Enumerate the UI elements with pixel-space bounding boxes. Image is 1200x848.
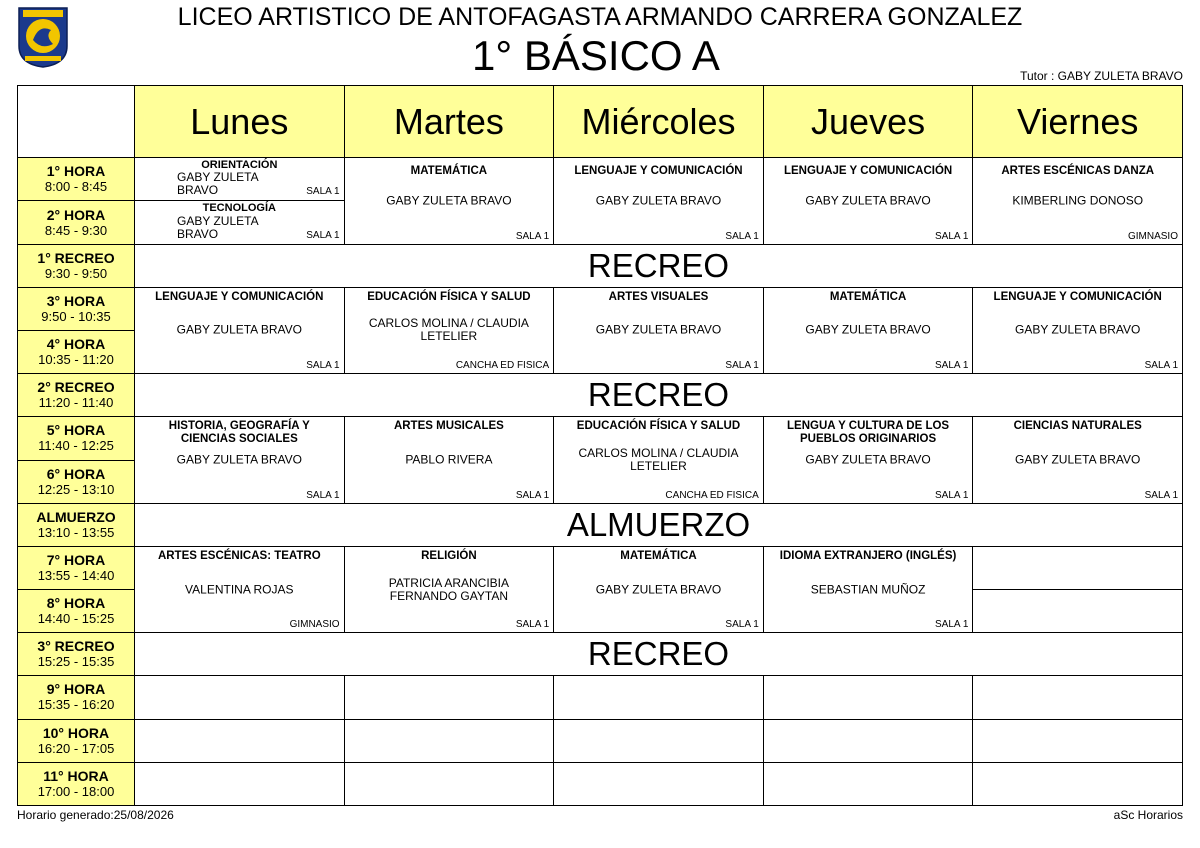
period-cell: 11° HORA 17:00 - 18:00 [18,762,135,805]
empty-cell [344,762,554,805]
lesson-subject: ARTES ESCÉNICAS DANZA [1001,165,1155,178]
period-cell: 1° HORA 8:00 - 8:45 [18,158,135,201]
lesson-teacher: VALENTINA ROJAS [185,582,294,597]
lesson-room: SALA 1 [306,489,340,501]
lesson-cell [554,158,764,244]
lesson-subject: ARTES VISUALES [608,290,709,303]
lesson-cell [973,158,1183,244]
lesson-subject: EDUCACIÓN FÍSICA Y SALUD [576,420,741,433]
lesson-room: SALA 1 [725,360,759,372]
lesson-teacher: GABY ZULETA BRAVO [386,193,512,208]
class-name: 1° BÁSICO A [472,32,720,79]
empty-cell [135,762,345,805]
lesson-cell [763,417,973,503]
lesson-teacher: CARLOS MOLINA / CLAUDIA LETELIER [368,316,529,344]
break-band: RECREO [135,374,1183,417]
lesson-subject: HISTORIA, GEOGRAFÍA Y CIENCIAS SOCIALES [168,420,310,446]
lesson-subject: ARTES MUSICALES [393,420,504,433]
lesson-subject: RELIGIÓN [421,549,477,562]
lesson-cell [763,546,973,632]
lesson-subject: LENGUAJE Y COMUNICACIÓN [993,290,1162,303]
period-cell: 4° HORA 10:35 - 11:20 [18,330,135,373]
period-cell: 9° HORA 15:35 - 16:20 [18,676,135,719]
lesson-teacher: GABY ZULETA BRAVO [176,322,302,337]
corner-cell [18,86,135,158]
period-cell: 5° HORA 11:40 - 12:25 [18,417,135,460]
empty-cell [973,676,1183,719]
lesson-teacher: SEBASTIAN MUÑOZ [810,582,926,597]
lesson-room: SALA 1 [515,489,550,501]
period-cell: 2° HORA 8:45 - 9:30 [18,201,135,244]
lesson-teacher: GABY ZULETA BRAVO [595,193,722,208]
lesson-subject: MATEMÁTICA [410,165,488,178]
period-cell: 1° RECREO 9:30 - 9:50 [18,244,135,287]
empty-cell [554,762,764,805]
lesson-teacher: GABY ZULETA BRAVO [176,452,302,467]
empty-cell [554,676,764,719]
lesson-teacher: PABLO RIVERA [405,452,493,467]
lesson-subject: TECNOLOGÍA [202,202,276,215]
lesson-room: SALA 1 [1144,489,1178,501]
period-cell: 3° HORA 9:50 - 10:35 [18,287,135,330]
lesson-cell [554,546,764,632]
school-name: LICEO ARTISTICO DE ANTOFAGASTA ARMANDO CARRERA GONZALEZ [177,3,1023,31]
lesson-room: SALA 1 [306,360,340,372]
lesson-subject: ARTES ESCÉNICAS: TEATRO [157,549,321,562]
empty-cell [554,719,764,762]
day-header-jueves: Jueves [763,86,973,158]
day-header-lunes: Lunes [135,86,345,158]
lesson-teacher: GABY ZULETA BRAVO [595,322,722,337]
empty-cell [763,762,973,805]
tutor-label: Tutor : GABY ZULETA BRAVO [1020,69,1183,83]
lesson-room: GIMNASIO [1127,230,1178,242]
generated-date: Horario generado:25/08/2026 [17,808,174,822]
break-band: RECREO [135,244,1183,287]
lesson-room: SALA 1 [1144,360,1178,372]
lesson-room: SALA 1 [935,619,969,631]
lesson-room: GIMNASIO [289,619,340,631]
lesson-cell [135,417,345,503]
lesson-subject: LENGUAJE Y COMUNICACIÓN [155,290,324,303]
lesson-room: SALA 1 [515,619,550,631]
period-cell: 10° HORA 16:20 - 17:05 [18,719,135,762]
lesson-cell [973,287,1183,373]
period-cell: 2° RECREO 11:20 - 11:40 [18,374,135,417]
lesson-cell [554,417,764,503]
lesson-room: SALA 1 [935,230,969,242]
lesson-room: SALA 1 [725,619,759,631]
lesson-cell [973,417,1183,503]
lesson-cell [344,417,554,503]
lesson-cell [135,201,345,244]
lesson-teacher: GABY ZULETA BRAVO [595,582,722,597]
lesson-room: SALA 1 [306,186,340,198]
lesson-teacher: PATRICIA ARANCIBIA FERNANDO GAYTAN [388,575,510,603]
break-band: RECREO [135,633,1183,676]
day-header-miercoles: Miércoles [554,86,764,158]
lesson-subject: IDIOMA EXTRANJERO (INGLÉS) [779,549,957,562]
empty-cell [973,546,1183,589]
period-cell: 7° HORA 13:55 - 14:40 [18,546,135,589]
lesson-room: SALA 1 [935,360,969,372]
empty-cell [973,590,1183,633]
empty-cell [135,676,345,719]
period-cell: ALMUERZO 13:10 - 13:55 [18,503,135,546]
lesson-subject: MATEMÁTICA [620,549,697,562]
lesson-cell [135,158,345,201]
lesson-subject: LENGUAJE Y COMUNICACIÓN [783,165,953,178]
empty-cell [973,719,1183,762]
lesson-cell [344,158,554,244]
lesson-subject: CIENCIAS NATURALES [1013,420,1142,433]
lesson-cell [344,287,554,373]
lesson-subject: LENGUAJE Y COMUNICACIÓN [574,165,743,178]
lesson-cell [763,158,973,244]
lesson-room: SALA 1 [935,489,969,501]
empty-cell [135,719,345,762]
lesson-subject: ORIENTACIÓN [201,159,278,172]
lesson-teacher: GABY ZULETA BRAVO [1015,452,1141,467]
day-header-viernes: Viernes [973,86,1183,158]
empty-cell [763,719,973,762]
lesson-room: CANCHA ED FISICA [455,360,550,372]
lesson-teacher: GABY ZULETA BRAVO [805,322,931,337]
empty-cell [763,676,973,719]
empty-cell [344,676,554,719]
lesson-teacher: GABY ZULETA BRAVO [805,193,931,208]
day-header-martes: Martes [344,86,554,158]
lesson-room: SALA 1 [515,230,550,242]
lesson-cell [135,546,345,632]
lesson-cell [344,546,554,632]
lesson-room: CANCHA ED FISICA [665,489,759,501]
lesson-teacher: GABY ZULETA BRAVO [1015,322,1141,337]
lesson-teacher: CARLOS MOLINA / CLAUDIA LETELIER [578,446,739,473]
lesson-subject: MATEMÁTICA [829,290,907,303]
lunch-band: ALMUERZO [135,503,1183,546]
lesson-room: SALA 1 [725,230,759,242]
lesson-cell [763,287,973,373]
lesson-room: SALA 1 [306,229,340,241]
lesson-teacher: GABY ZULETA BRAVO [177,170,258,198]
lesson-teacher: KIMBERLING DONOSO [1012,193,1144,208]
empty-cell [973,762,1183,805]
app-credit: aSc Horarios [1113,808,1183,822]
empty-cell [344,719,554,762]
period-cell: 3° RECREO 15:25 - 15:35 [18,633,135,676]
lesson-teacher: GABY ZULETA BRAVO [805,452,931,467]
period-cell: 8° HORA 14:40 - 15:25 [18,590,135,633]
timetable [17,85,1183,806]
lesson-cell [554,287,764,373]
period-cell: 6° HORA 12:25 - 13:10 [18,460,135,503]
lesson-subject: LENGUA Y CULTURA DE LOS PUEBLOS ORIGINARIOS [787,420,950,446]
lesson-subject: EDUCACIÓN FÍSICA Y SALUD [367,290,531,303]
lesson-teacher: GABY ZULETA BRAVO [177,213,258,241]
lesson-cell [135,287,345,373]
